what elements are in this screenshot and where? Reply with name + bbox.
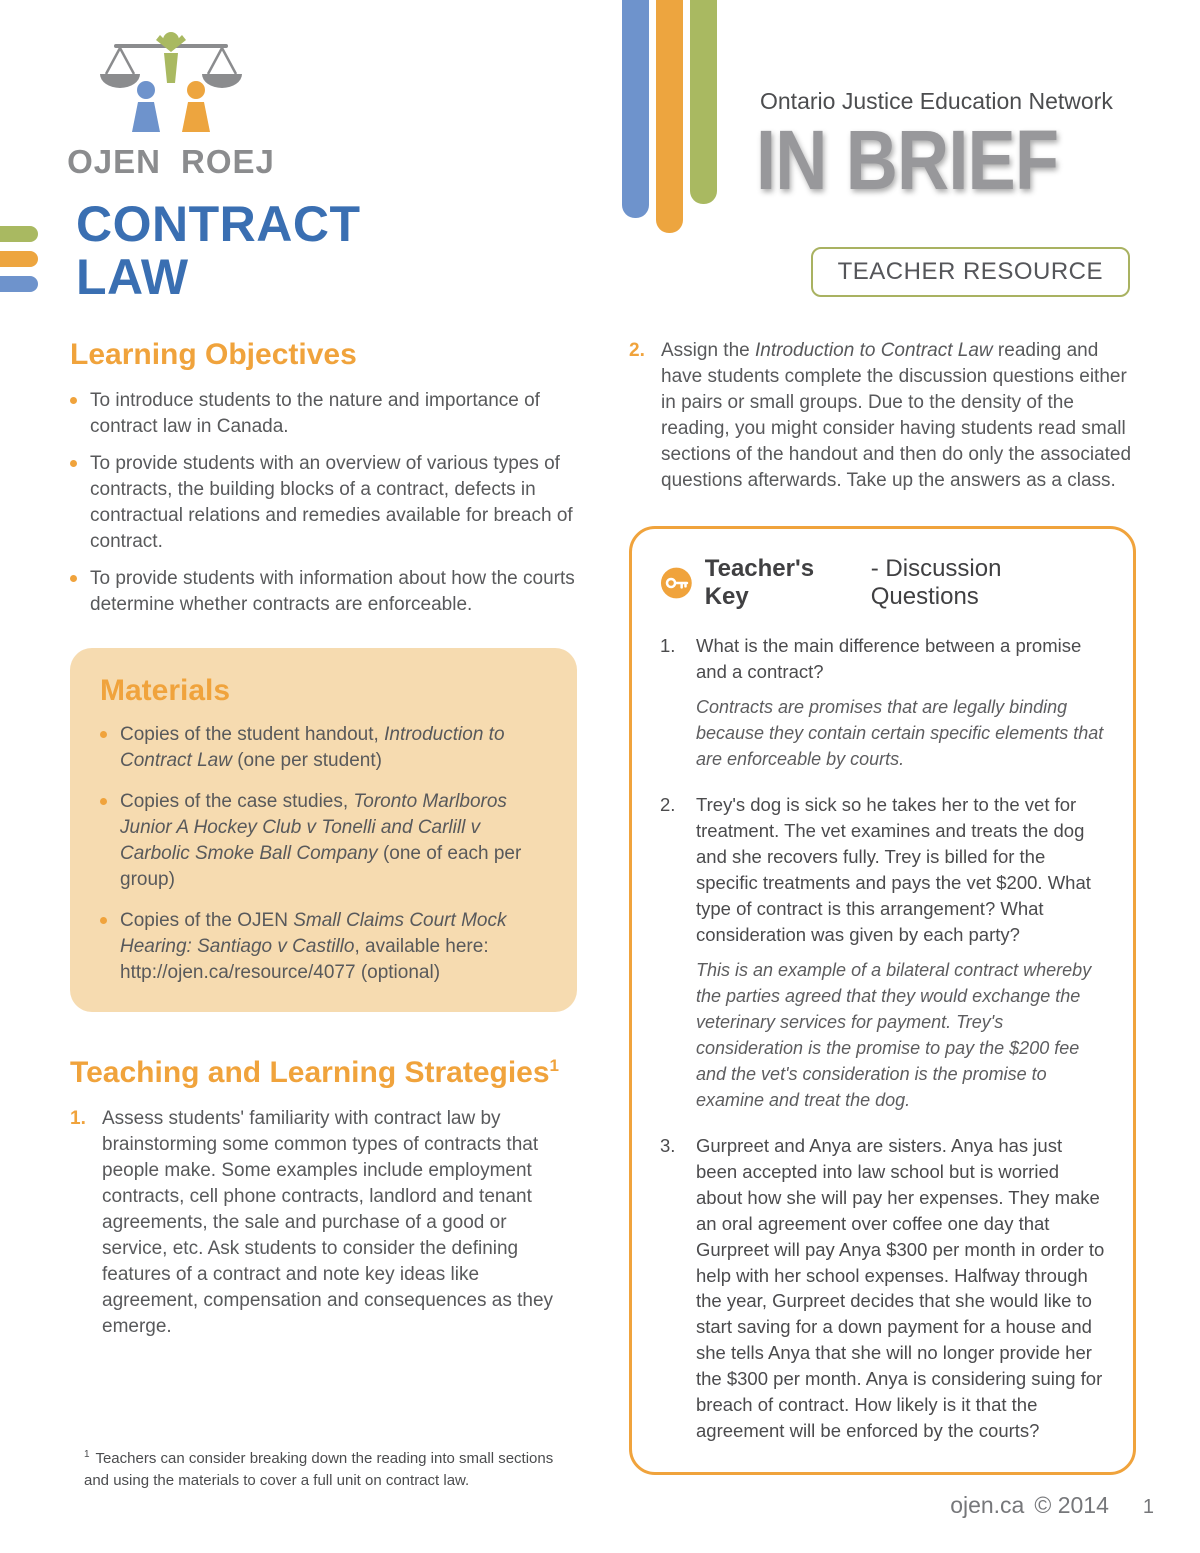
footnote-marker: 1 — [84, 1449, 90, 1460]
footnote-text: Teachers can consider breaking down the reading into small sections and using the materials to cover a full unit on contract law. — [84, 1450, 554, 1489]
bar-green-icon — [690, 0, 717, 204]
teachers-key-box — [629, 526, 1136, 1475]
logo-wordmark — [68, 143, 274, 181]
materials-text: Copies of the case studies, Toronto Marlboros Junior A Hockey Club v Tonelli and Carlill v Carbolic Smoke Ball Company (one of each per group) — [120, 791, 522, 891]
bullet-icon — [70, 575, 77, 582]
key-icon — [660, 566, 693, 600]
teachers-key-title: Teacher's Key — [704, 555, 815, 611]
ojen-logo — [68, 28, 274, 181]
scales-of-justice-icon — [86, 28, 256, 136]
question-text: Gurpreet and Anya are sisters. Anya has just been accepted into law school but is worried about how she will pay her expenses. They make an oral agreement over coffee one day that Gurpreet will pay Anya $300 per month in order to help with her school expenses. Halfway through the year, Gurpreet decides that she would like to start saving for a down payment for a house and she tells Anya that she will no longer provide her the $300 per month. Anya is considering suing for breach of contract. How likely is it that the agreement will be enforced by the courts? — [696, 1135, 1105, 1441]
bullet-icon — [100, 731, 107, 738]
left-column — [70, 338, 577, 1475]
materials-item — [100, 908, 549, 986]
teachers-key-subtitle: - Discussion Questions — [870, 555, 1002, 611]
question-number: 3. — [660, 1135, 676, 1157]
question-text: What is the main difference between a promise and a contract? — [696, 635, 1082, 682]
title-line-2: LAW — [76, 249, 189, 305]
question-body — [696, 633, 1107, 772]
teachers-key-header — [660, 555, 1107, 611]
footnote-marker: 1 — [549, 1056, 560, 1076]
bullet-icon — [70, 397, 77, 404]
bar-orange-icon — [656, 0, 683, 233]
bar-blue-icon — [0, 276, 38, 292]
answer-text: This is an example of a bilateral contract whereby the parties agreed that they would exchange the veterinary services for payment. Trey's consideration is the promise to pay the $200 fee and the vet's consideration is the promise to examine and treat the dog. — [696, 959, 1092, 1110]
network-name: Ontario Justice Education Network — [760, 88, 1113, 114]
learning-objectives-title: Learning Objectives — [70, 338, 357, 371]
bullet-icon — [100, 917, 107, 924]
logo-roej-text: ROEJ — [181, 143, 275, 180]
copyright-text: © 2014 — [1034, 1492, 1109, 1518]
bar-blue-icon — [622, 0, 649, 218]
bullet-icon — [70, 460, 77, 467]
objective-text: To provide students with information about how the courts determine whether contracts are enforceable. — [90, 568, 575, 616]
answer-text: Contracts are promises that are legally binding because they contain certain specific elements that are enforceable by courts. — [696, 696, 1104, 770]
page-footer — [950, 1492, 1154, 1519]
question-number: 2. — [660, 794, 676, 816]
question-body — [696, 1133, 1107, 1444]
strategy-step-2 — [629, 338, 1136, 494]
step-text: Assess students' familiarity with contract law by brainstorming some common types of contracts that people make. Some examples include employment contracts, cell phone contracts, landlord and tenant agreements, the sale and purchase of a good or service, etc. Ask students to consider the defining features of a contract and note key ideas like agreement, compensation and consequences as they emerge. — [102, 1108, 554, 1338]
question-text: Trey's dog is sick so he takes her to the vet for treatment. The vet examines and treats the dog and she recovers fully. Trey is billed for the specific treatments and pays the vet $200. What type of contract is this arrangement? What consideration was given by each party? — [696, 794, 1091, 945]
page-number: 1 — [1142, 1496, 1154, 1518]
logo-diamond-icon — [166, 157, 175, 166]
site-text: ojen.ca — [950, 1492, 1025, 1518]
bar-orange-icon — [0, 251, 38, 267]
objective-text: To provide students with an overview of various types of contracts, the building blocks of a contract, defects in contractual relations and remedies available for breach of contract. — [90, 453, 573, 553]
materials-box — [70, 648, 577, 1012]
discussion-question-1 — [660, 633, 1107, 772]
document-title — [76, 198, 361, 304]
footnote — [84, 1448, 574, 1492]
strategies-title: Teaching and Learning Strategies$^1$ — [70, 1056, 560, 1090]
objective-item — [70, 566, 577, 618]
title-line-1: CONTRACT — [76, 196, 361, 252]
materials-text: Copies of the OJEN Small Claims Court Mock Hearing: Santiago v Castillo, available here: http://ojen.ca/resource/4077 (optional) — [120, 910, 507, 984]
decorative-bars-left — [0, 226, 38, 301]
materials-item — [100, 789, 549, 893]
objective-item — [70, 451, 577, 555]
objective-text: To introduce students to the nature and importance of contract law in Canada. — [90, 390, 540, 438]
discussion-question-2 — [660, 792, 1107, 1113]
step-number: 1. — [70, 1108, 86, 1130]
teacher-resource-badge: TEACHER RESOURCE — [811, 247, 1130, 297]
bar-green-icon — [0, 226, 38, 242]
in-brief-wordmark: IN BRIEF — [756, 113, 1059, 207]
body-columns — [70, 338, 1136, 1475]
logo-ojen-text: OJEN — [67, 143, 161, 180]
question-body — [696, 792, 1107, 1113]
discussion-question-3 — [660, 1133, 1107, 1444]
materials-item — [100, 722, 549, 774]
materials-title: Materials — [100, 674, 231, 708]
strategy-step-1 — [70, 1106, 577, 1340]
step-text: Assign the Introduction to Contract Law reading and have students complete the discussion questions either in pairs or small groups. Due to the density of the reading, you might consider having students read small sections of the handout and then do only the associated questions afterwards. Take up the answers as a class. — [661, 340, 1132, 492]
materials-text: Copies of the student handout, Introduction to Contract Law (one per student) — [120, 724, 505, 772]
right-column — [629, 338, 1136, 1475]
objective-item — [70, 388, 577, 440]
step-number: 2. — [629, 340, 645, 361]
bullet-icon — [100, 798, 107, 805]
question-number: 1. — [660, 635, 676, 657]
decorative-bars-top — [622, 0, 717, 233]
